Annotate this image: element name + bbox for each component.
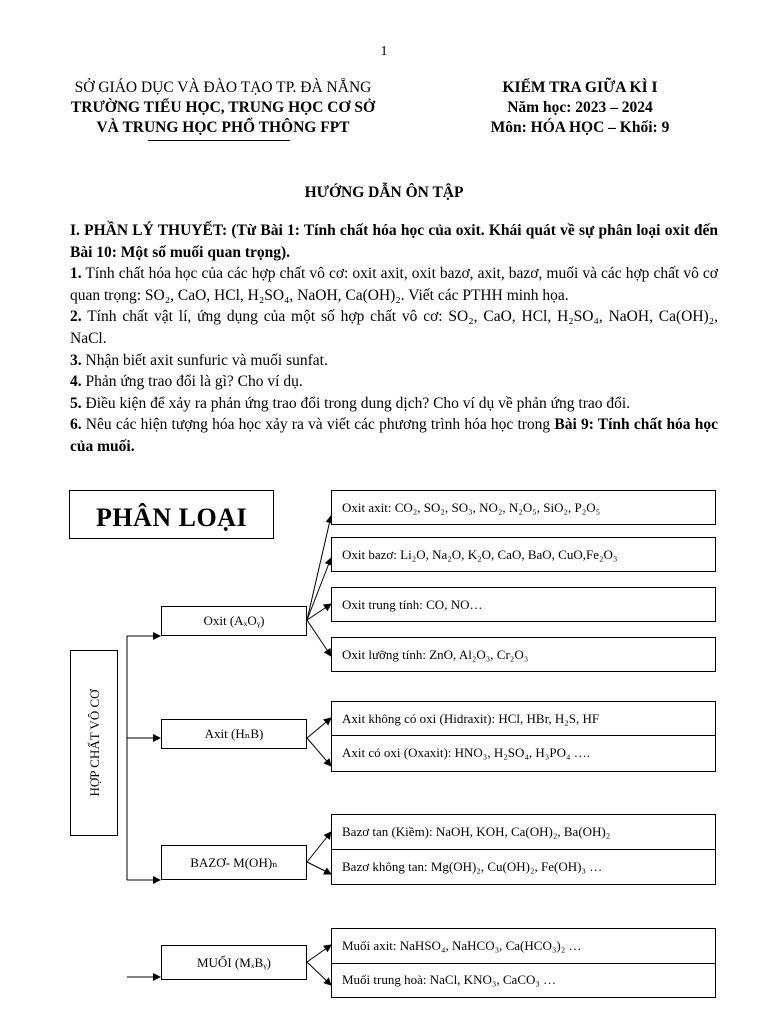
diagram-title-box [69,490,274,539]
school-name-line2: VÀ TRUNG HỌC PHỔ THÔNG FPT [96,119,350,136]
category-muoi: MUỐI (MₓBᵧ) [161,945,307,980]
axit-khong-oxi: Axit không có oxi (Hidraxit): HCl, HBr, H₂S, HF [342,711,600,726]
muoi-divider [332,963,715,964]
theory-item-1: 1. Tính chất hóa học của các hợp chất vô cơ: oxit axit, oxit bazơ, axit, bazơ, muối và các hợp chất vô cơ quan trọng: SO₂, CaO, HCl, H₂SO₄, NaOH, Ca(OH)₂. Viết các PTHH minh họa. [70,265,718,304]
axit-group-box [331,701,716,772]
oxit-luong-tinh-box: Oxit lưỡng tính: ZnO, Al₂O₃, Cr₂O₃ [331,637,716,672]
section-heading: I. PHẦN LÝ THUYẾT: (Từ Bài 1: Tính chất hóa học của oxit. Khái quát về sự phân loại oxit đến Bài 10: Một số muối quan trọng). [70,222,718,261]
theory-item-4: 4. Phản ứng trao đổi là gì? Cho ví dụ. [70,373,303,391]
muoi-trung-hoa: Muối trung hoà: NaCl, KNO₃, CaCO₃ … [342,972,557,987]
category-bazo: BAZƠ- M(OH)ₙ [161,845,307,880]
department-name: SỞ GIÁO DỤC VÀ ĐÀO TẠO TP. ĐÀ NẴNG [74,79,372,96]
subject-grade: Môn: HÓA HỌC – Khối: 9 [490,119,670,136]
bazo-khong-tan: Bazơ không tan: Mg(OH)₂, Cu(OH)₂, Fe(OH)₃ … [342,858,603,874]
theory-item-5: 5. Điều kiện để xảy ra phản ứng trao đổi trong dung dịch? Cho ví dụ về phản ứng trao đổi. [70,394,631,412]
axit-co-oxi: Axit có oxi (Oxaxit): HNO₃, H₂SO₄, H₃PO₄ …. [342,745,590,760]
theory-item-6: 6. Nêu các hiện tượng hóa học xảy ra và viết các phương trình hóa học trong Bài 9: Tính chất hóa học của muối. [70,416,718,455]
oxit-bazo-box: Oxit bazơ: Li₂O, Na₂O, K₂O, CaO, BaO, CuO,Fe₂O₃ [331,537,716,572]
muoi-group-box [331,928,716,998]
oxit-axit-box: Oxit axit: CO₂, SO₂, SO₃, NO₂, N₂O₅, SiO₂, P₂O₅ [331,490,716,525]
root-label: HỢP CHẤT VÔ CƠ [87,689,102,797]
diagram-title: PHÂN LOẠI [95,502,248,532]
axit-divider [332,735,715,736]
muoi-axit: Muối axit: NaHSO₄, NaHCO₃, Ca(HCO₃)₂ … [342,938,582,953]
bazo-tan: Bazơ tan (Kiềm): NaOH, KOH, Ca(OH)₂, Ba(OH)₂ [342,824,611,839]
theory-item-2: 2. Tính chất vật lí, ứng dụng của một số hợp chất vô cơ: SO₂, CaO, HCl, H₂SO₄, NaOH, Ca(OH)₂, NaCl. [70,308,718,347]
bazo-group-box [331,814,716,885]
exam-title: KIỂM TRA GIỮA KÌ I [502,79,658,96]
school-year: Năm học: 2023 – 2024 [507,99,653,116]
root-box [70,650,118,836]
doc-title: HƯỚNG DẪN ÔN TẬP [304,184,464,201]
category-oxit: Oxit (AₓOᵧ) [161,606,307,636]
bazo-divider [332,849,715,850]
oxit-trung-tinh-box: Oxit trung tính: CO, NO… [331,587,716,622]
school-name-line1: TRƯỜNG TIỂU HỌC, TRUNG HỌC CƠ SỞ [70,99,376,116]
theory-item-3: 3. Nhận biết axit sunfuric và muối sunfat. [70,351,328,369]
category-axit: Axit (HₙB) [161,719,307,749]
page-number: 1 [380,44,388,59]
